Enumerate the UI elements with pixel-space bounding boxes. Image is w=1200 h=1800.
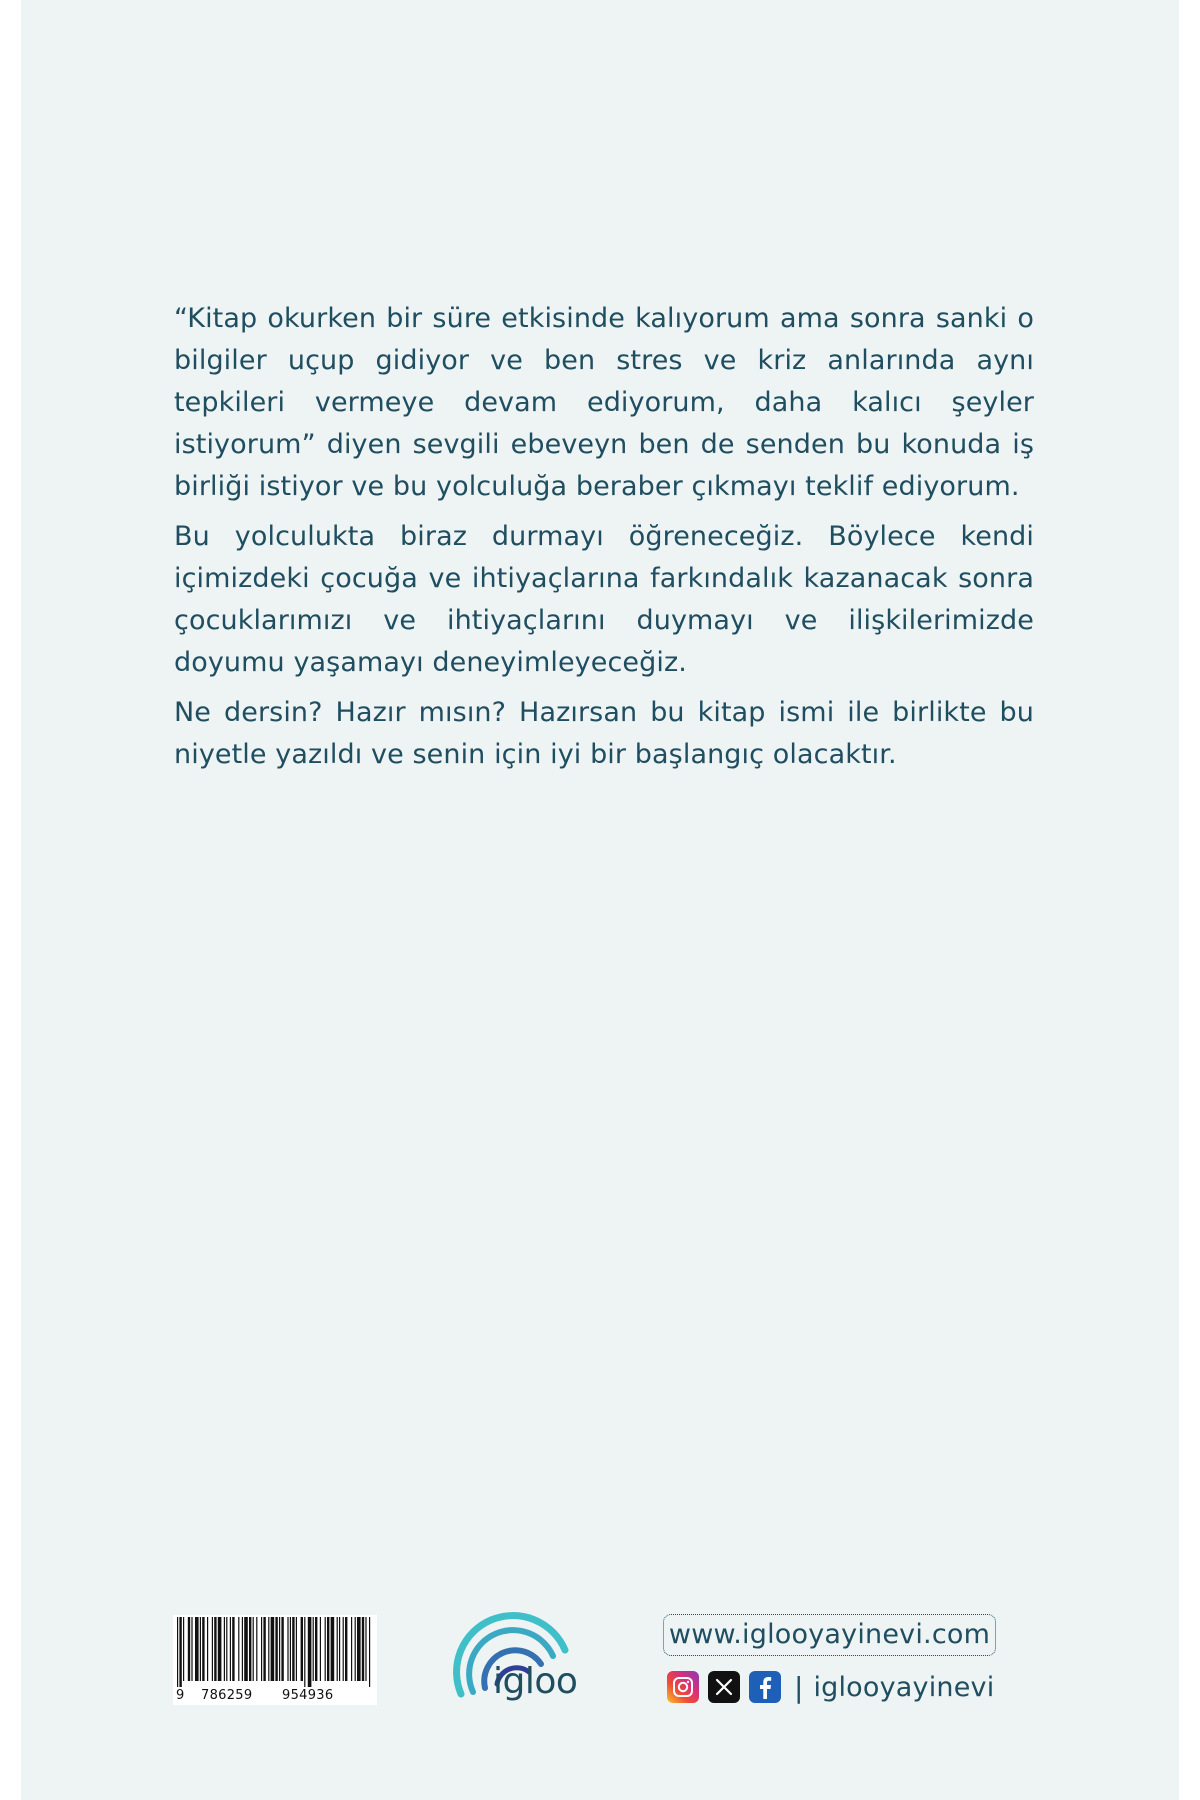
barcode-bar xyxy=(331,1617,335,1681)
barcode-bar xyxy=(183,1617,184,1681)
barcode-bar xyxy=(369,1617,370,1687)
barcode-bar xyxy=(287,1617,288,1681)
barcode-bar xyxy=(365,1617,366,1681)
barcode-bar xyxy=(207,1617,208,1681)
barcode-bar xyxy=(362,1617,364,1681)
barcode-bar xyxy=(242,1617,243,1681)
barcode-bar xyxy=(261,1617,262,1681)
barcode-bar xyxy=(249,1617,251,1681)
social-handle[interactable]: iglooyayinevi xyxy=(813,1671,995,1703)
back-cover-text xyxy=(174,298,1034,784)
barcode-bar xyxy=(279,1617,280,1681)
barcode-bar xyxy=(202,1617,204,1681)
social-separator: | xyxy=(794,1670,804,1704)
facebook-icon[interactable] xyxy=(749,1671,781,1703)
barcode-bar xyxy=(230,1617,231,1681)
isbn-barcode xyxy=(173,1615,377,1705)
isbn-number xyxy=(173,1686,377,1705)
barcode-bar xyxy=(345,1617,347,1681)
barcode-bar xyxy=(355,1617,356,1681)
barcode-bar xyxy=(224,1617,225,1681)
barcode-bar xyxy=(212,1617,213,1681)
back-cover xyxy=(21,0,1179,1800)
barcode-bar xyxy=(244,1617,248,1681)
barcode-bar xyxy=(290,1617,291,1681)
barcode-bar xyxy=(238,1617,239,1681)
website-link[interactable]: www.iglooyayinevi.com xyxy=(663,1614,996,1656)
barcode-bar xyxy=(179,1617,181,1687)
x-icon[interactable] xyxy=(708,1671,740,1703)
barcode-bar xyxy=(177,1617,178,1687)
barcode-bar xyxy=(256,1617,257,1681)
paragraph-2: Bu yolculukta biraz durmayı öğreneceğiz. Böylece kendi içimizdeki çocuğa ve ihtiyaçlarına farkındalık kazanacak sonra çocuklarımızı ve ihtiyaçlarını duymayı ve ilişkilerimizde doyumu yaşamayı deneyimleyeceğiz. xyxy=(174,521,1034,678)
barcode-bar xyxy=(263,1617,265,1681)
isbn-left-group: 786259 xyxy=(201,1688,253,1703)
barcode-bar xyxy=(301,1617,303,1681)
barcode-bar xyxy=(308,1617,312,1687)
barcode-bar xyxy=(313,1617,314,1681)
barcode-bar xyxy=(357,1617,361,1681)
barcode-bar xyxy=(200,1617,201,1681)
barcode-bar xyxy=(195,1617,199,1681)
barcode-bar xyxy=(337,1617,338,1681)
barcode-bar xyxy=(226,1617,227,1681)
barcode-bar xyxy=(296,1617,297,1681)
barcode-bar xyxy=(325,1617,326,1681)
barcode-bar xyxy=(304,1617,305,1687)
barcode-bars xyxy=(173,1615,377,1687)
barcode-bar xyxy=(271,1617,275,1681)
barcode-bar xyxy=(281,1617,283,1681)
isbn-first-digit: 9 xyxy=(176,1688,185,1703)
barcode-bar xyxy=(188,1617,190,1681)
barcode-bar xyxy=(268,1617,269,1681)
paragraph-3: Ne dersin? Hazır mısın? Hazırsan bu kitap ismi ile birlikte bu niyetle yazıldı ve senin için iyi bir başlangıç olacaktır. xyxy=(174,697,1034,770)
paragraph-1: “Kitap okurken bir süre etkisinde kalıyorum ama sonra sanki o bilgiler uçup gidiyor ve ben stres ve kriz anlarında aynı tepkileri vermeye devam ediyorum, daha kalıcı şeyler istiyorum” diyen sevgili ebeveyn ben de senden bu konuda iş birliği istiyor ve bu yolculuğa beraber çıkmayı teklif ediyorum. xyxy=(174,303,1034,502)
barcode-bar xyxy=(327,1617,329,1681)
barcode-bar xyxy=(351,1617,352,1681)
logo-wordmark: igloo xyxy=(493,1661,578,1702)
instagram-icon[interactable] xyxy=(667,1671,699,1703)
barcode-bar xyxy=(191,1617,192,1681)
footer xyxy=(21,1612,1179,1712)
barcode-bar xyxy=(218,1617,222,1681)
isbn-right-group: 954936 xyxy=(282,1688,334,1703)
barcode-bar xyxy=(320,1617,321,1681)
barcode-bar xyxy=(292,1617,294,1681)
barcode-bar xyxy=(214,1617,216,1681)
barcode-bar xyxy=(343,1617,344,1681)
igloo-logo xyxy=(451,1612,601,1707)
barcode-bar xyxy=(275,1617,277,1681)
barcode-bar xyxy=(315,1617,317,1681)
barcode-bar xyxy=(232,1617,234,1681)
barcode-bar xyxy=(339,1617,340,1681)
barcode-bar xyxy=(253,1617,254,1681)
social-links xyxy=(667,1670,994,1704)
